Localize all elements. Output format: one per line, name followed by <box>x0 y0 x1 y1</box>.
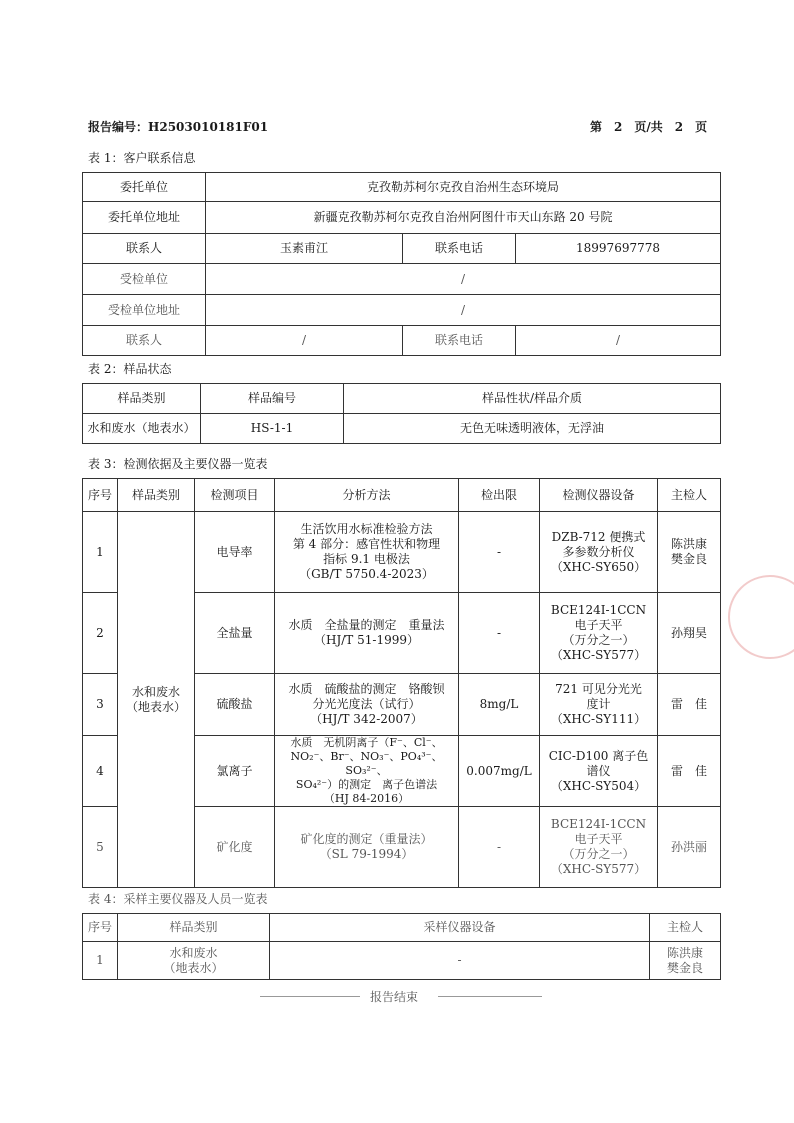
col-instrument-header: 检测仪器设备 <box>540 479 658 512</box>
detection-limit: 8mg/L <box>459 674 540 736</box>
detection-limit: 0.007mg/L <box>459 736 540 807</box>
client-address-label: 委托单位地址 <box>83 202 206 234</box>
test-item: 氯离子 <box>195 736 275 807</box>
client-unit-value: 克孜勒苏柯尔克孜自治州生态环境局 <box>206 173 721 202</box>
detection-limit: - <box>459 807 540 888</box>
sample-property-cell: 无色无味透明液体，无浮油 <box>344 414 721 444</box>
phone2-value: / <box>516 326 721 356</box>
col-category-header: 样品类别 <box>118 479 195 512</box>
analysis-method: 矿化度的测定（重量法） （SL 79-1994） <box>275 807 459 888</box>
sample-id-cell: HS-1-1 <box>201 414 344 444</box>
analysis-method: 水质 无机阴离子（F⁻、Cl⁻、 NO₂⁻、Br⁻、NO₃⁻、PO₄³⁻、SO₃²⁻、 SO₄²⁻）的测定 离子色谱法 （HJ 84-2016） <box>275 736 459 807</box>
report-number-value: H2503010181F01 <box>148 120 269 134</box>
row-no: 1 <box>83 512 118 593</box>
inspected-address-label: 受检单位地址 <box>83 295 206 326</box>
sample-status-table <box>82 383 721 444</box>
table-row <box>83 512 721 593</box>
t4-no: 1 <box>83 942 118 980</box>
official-seal-stamp <box>728 575 794 659</box>
t4-equipment: - <box>270 942 650 980</box>
table1-caption: 表 1：客户联系信息 <box>88 151 196 165</box>
contact-value: 玉素甫江 <box>206 234 403 264</box>
detection-limit: - <box>459 512 540 593</box>
row-no: 5 <box>83 807 118 888</box>
test-item: 矿化度 <box>195 807 275 888</box>
row-no: 3 <box>83 674 118 736</box>
instrument: BCE124I-1CCN 电子天平 （万分之一） （XHC-SY577） <box>540 593 658 674</box>
table3-caption: 表 3：检测依据及主要仪器一览表 <box>88 457 268 471</box>
end-divider-right <box>438 996 542 997</box>
inspector: 孙翔昊 <box>658 593 721 674</box>
contact2-label: 联系人 <box>83 326 206 356</box>
t4-inspector-header: 主检人 <box>650 914 721 942</box>
end-divider-left <box>260 996 360 997</box>
col-inspector-header: 主检人 <box>658 479 721 512</box>
phone-value: 18997697778 <box>516 234 721 264</box>
analysis-method: 水质 全盐量的测定 重量法 （HJ/T 51-1999） <box>275 593 459 674</box>
inspector: 雷 佳 <box>658 736 721 807</box>
contact2-value: / <box>206 326 403 356</box>
sample-id-header: 样品编号 <box>201 384 344 414</box>
inspector: 雷 佳 <box>658 674 721 736</box>
report-end-text: 报告结束 <box>370 990 419 1004</box>
table4-caption: 表 4：采样主要仪器及人员一览表 <box>88 892 268 906</box>
instrument: BCE124I-1CCN 电子天平 （万分之一） （XHC-SY577） <box>540 807 658 888</box>
inspected-address-value: / <box>206 295 721 326</box>
table-row <box>83 942 721 980</box>
test-item: 硫酸盐 <box>195 674 275 736</box>
analysis-method: 生活饮用水标准检验方法 第 4 部分：感官性状和物理 指标 9.1 电极法 （GB/T 5750.4-2023） <box>275 512 459 593</box>
page-info: 第 2 页/共 2 页 <box>590 120 708 134</box>
col-limit-header: 检出限 <box>459 479 540 512</box>
sample-category-header: 样品类别 <box>83 384 201 414</box>
t4-category-header: 样品类别 <box>118 914 270 942</box>
client-info-table <box>82 172 721 356</box>
client-address-value: 新疆克孜勒苏柯尔克孜自治州阿图什市天山东路 20 号院 <box>206 202 721 234</box>
t4-inspector: 陈洪康 樊金良 <box>650 942 721 980</box>
t4-equipment-header: 采样仪器设备 <box>270 914 650 942</box>
col-method-header: 分析方法 <box>275 479 459 512</box>
sample-category-cell: 水和废水（地表水） <box>83 414 201 444</box>
test-item: 全盐量 <box>195 593 275 674</box>
instrument: CIC-D100 离子色 谱仪 （XHC-SY504） <box>540 736 658 807</box>
analysis-method: 水质 硫酸盐的测定 铬酸钡 分光光度法（试行） （HJ/T 342-2007） <box>275 674 459 736</box>
client-unit-label: 委托单位 <box>83 173 206 202</box>
sample-category-merged: 水和废水 （地表水） <box>118 512 195 888</box>
table2-caption: 表 2：样品状态 <box>88 362 172 376</box>
t4-no-header: 序号 <box>83 914 118 942</box>
inspector: 陈洪康 樊金良 <box>658 512 721 593</box>
inspected-unit-label: 受检单位 <box>83 264 206 295</box>
row-no: 2 <box>83 593 118 674</box>
t4-category: 水和废水 （地表水） <box>118 942 270 980</box>
col-no-header: 序号 <box>83 479 118 512</box>
phone-label: 联系电话 <box>403 234 516 264</box>
row-no: 4 <box>83 736 118 807</box>
sample-property-header: 样品性状/样品介质 <box>344 384 721 414</box>
test-item: 电导率 <box>195 512 275 593</box>
contact-label: 联系人 <box>83 234 206 264</box>
sampling-equipment-table <box>82 913 721 980</box>
phone2-label: 联系电话 <box>403 326 516 356</box>
instrument: 721 可见分光光 度计 （XHC-SY111） <box>540 674 658 736</box>
instrument: DZB-712 便携式 多参数分析仪 （XHC-SY650） <box>540 512 658 593</box>
inspected-unit-value: / <box>206 264 721 295</box>
inspector: 孙洪丽 <box>658 807 721 888</box>
report-number-label: 报告编号： <box>88 120 149 134</box>
col-item-header: 检测项目 <box>195 479 275 512</box>
detection-limit: - <box>459 593 540 674</box>
methods-instruments-table <box>82 478 721 888</box>
report-number <box>88 118 268 135</box>
